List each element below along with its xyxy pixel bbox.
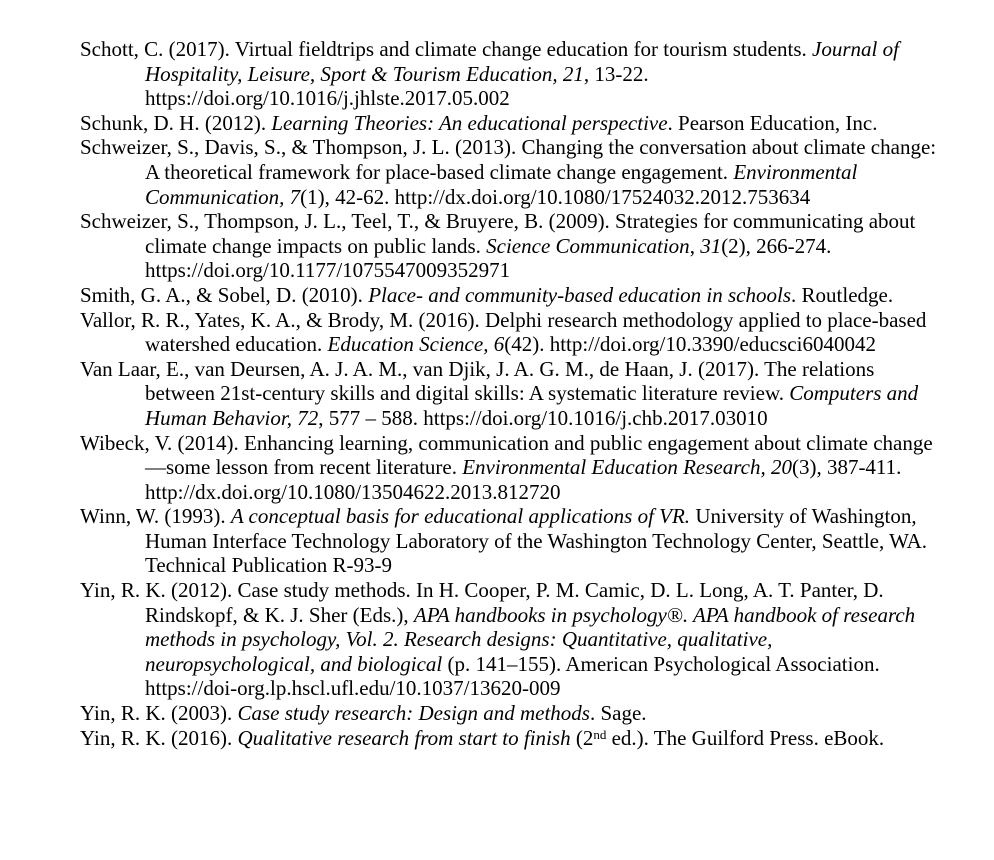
- reference-text: , 577 – 588. https://doi.org/10.1016/j.chb.2017.03010: [318, 405, 768, 430]
- reference-italic-text: Learning Theories: An educational perspective: [271, 110, 668, 135]
- reference-italic-text: Qualitative research from start to finish: [237, 725, 571, 750]
- reference-italic-text: Computers and Human Behavior, 72: [145, 381, 919, 430]
- reference-text: Yin, R. K. (2003).: [80, 701, 238, 726]
- reference-text: Schweizer, S., Davis, S., & Thompson, J. L. (2013). Changing the conversation about climate change: A theoretical framework for place-based climate change engagement.: [80, 135, 937, 184]
- reference-text: . Sage.: [589, 701, 647, 726]
- reference-italic-text: Journal of Hospitality, Leisure, Sport & Tourism Education, 21: [145, 37, 899, 86]
- reference-entry: [80, 111, 940, 136]
- reference-text: Schweizer, S., Thompson, J. L., Teel, T., & Bruyere, B. (2009). Strategies for communicating about climate change impacts on public lands.: [80, 209, 916, 258]
- reference-entry: [80, 37, 940, 111]
- reference-text: . Routledge.: [791, 282, 894, 307]
- reference-text: Vallor, R. R., Yates, K. A., & Brody, M. (2016). Delphi research methodology applied to place-based watershed education.: [80, 307, 927, 357]
- reference-text: ,: [689, 233, 701, 258]
- reference-entry: [80, 209, 940, 283]
- reference-entry: [80, 357, 940, 431]
- reference-text: Schunk, D. H. (2012).: [80, 110, 272, 135]
- reference-text: Smith, G. A., & Sobel, D. (2010).: [80, 282, 369, 307]
- reference-text: (1), 42-62. http://dx.doi.org/10.1080/17524032.2012.753634: [300, 184, 811, 209]
- reference-italic-text: APA handbooks in psychology®. APA handbook of research methods in psychology, Vol. 2. Research designs: Quantitative, qualitative, neuropsychological, and biological: [145, 602, 916, 676]
- reference-italic-text: Place- and community-based education in schools: [368, 282, 792, 307]
- reference-entry: [80, 308, 940, 357]
- reference-text: Winn, W. (1993).: [80, 504, 231, 529]
- reference-text: (3), 387-411. http://dx.doi.org/10.1080/13504622.2013.812720: [145, 455, 902, 504]
- reference-italic-text: Education Science, 6: [327, 332, 505, 357]
- reference-superscript-text: nd: [593, 726, 607, 742]
- reference-italic-text: Case study research: Design and methods: [237, 701, 590, 726]
- reference-text: Yin, R. K. (2016).: [80, 725, 238, 750]
- reference-entry: [80, 431, 940, 505]
- reference-italic-text: Science Communication: [486, 233, 690, 258]
- reference-italic-text: 31: [700, 233, 722, 258]
- reference-text: , 13-22. https://doi.org/10.1016/j.jhlste.2017.05.002: [145, 61, 649, 111]
- reference-text: Yin, R. K. (2012). Case study methods. In H. Cooper, P. M. Camic, D. L. Long, A. T. Panter, D. Rindskopf, & K. J. Sher (Eds.),: [80, 578, 884, 627]
- reference-italic-text: A conceptual basis for educational applications of VR.: [230, 504, 691, 529]
- reference-text: Schott, C. (2017). Virtual fieldtrips and climate change education for tourism students.: [80, 37, 813, 61]
- reference-text: University of Washington, Human Interface Technology Laboratory of the Washington Technology Center, Seattle, WA. Technical Publication R-93-9: [145, 504, 928, 578]
- reference-text: . Pearson Education, Inc.: [667, 110, 878, 135]
- reference-italic-text: Environmental Education Research, 20: [462, 455, 792, 480]
- reference-entry: [80, 701, 940, 726]
- reference-text: (p. 141–155). American Psychological Association. https://doi-org.lp.hscl.ufl.edu/10.1037/13620-009: [145, 651, 880, 701]
- reference-text: ed.). The Guilford Press. eBook.: [606, 725, 885, 750]
- reference-list: [80, 37, 942, 753]
- reference-text: (2), 266-274. https://doi.org/10.1177/1075547009352971: [145, 233, 832, 283]
- reference-text: (2: [570, 725, 594, 750]
- reference-entry: [80, 283, 940, 308]
- reference-entry: [80, 135, 940, 209]
- reference-entry: [80, 578, 940, 701]
- reference-italic-text: Environmental Communication, 7: [145, 159, 858, 209]
- reference-text: (42). http://doi.org/10.3390/educsci6040042: [504, 332, 876, 357]
- reference-entry: [80, 726, 940, 754]
- reference-text: Wibeck, V. (2014). Enhancing learning, communication and public engagement about climate change—some lesson from recent literature.: [80, 430, 933, 480]
- reference-entry: [80, 504, 940, 578]
- reference-text: Van Laar, E., van Deursen, A. J. A. M., van Djik, J. A. G. M., de Haan, J. (2017). The relations between 21st-century skills and digital skills: A systematic literature review.: [80, 356, 875, 406]
